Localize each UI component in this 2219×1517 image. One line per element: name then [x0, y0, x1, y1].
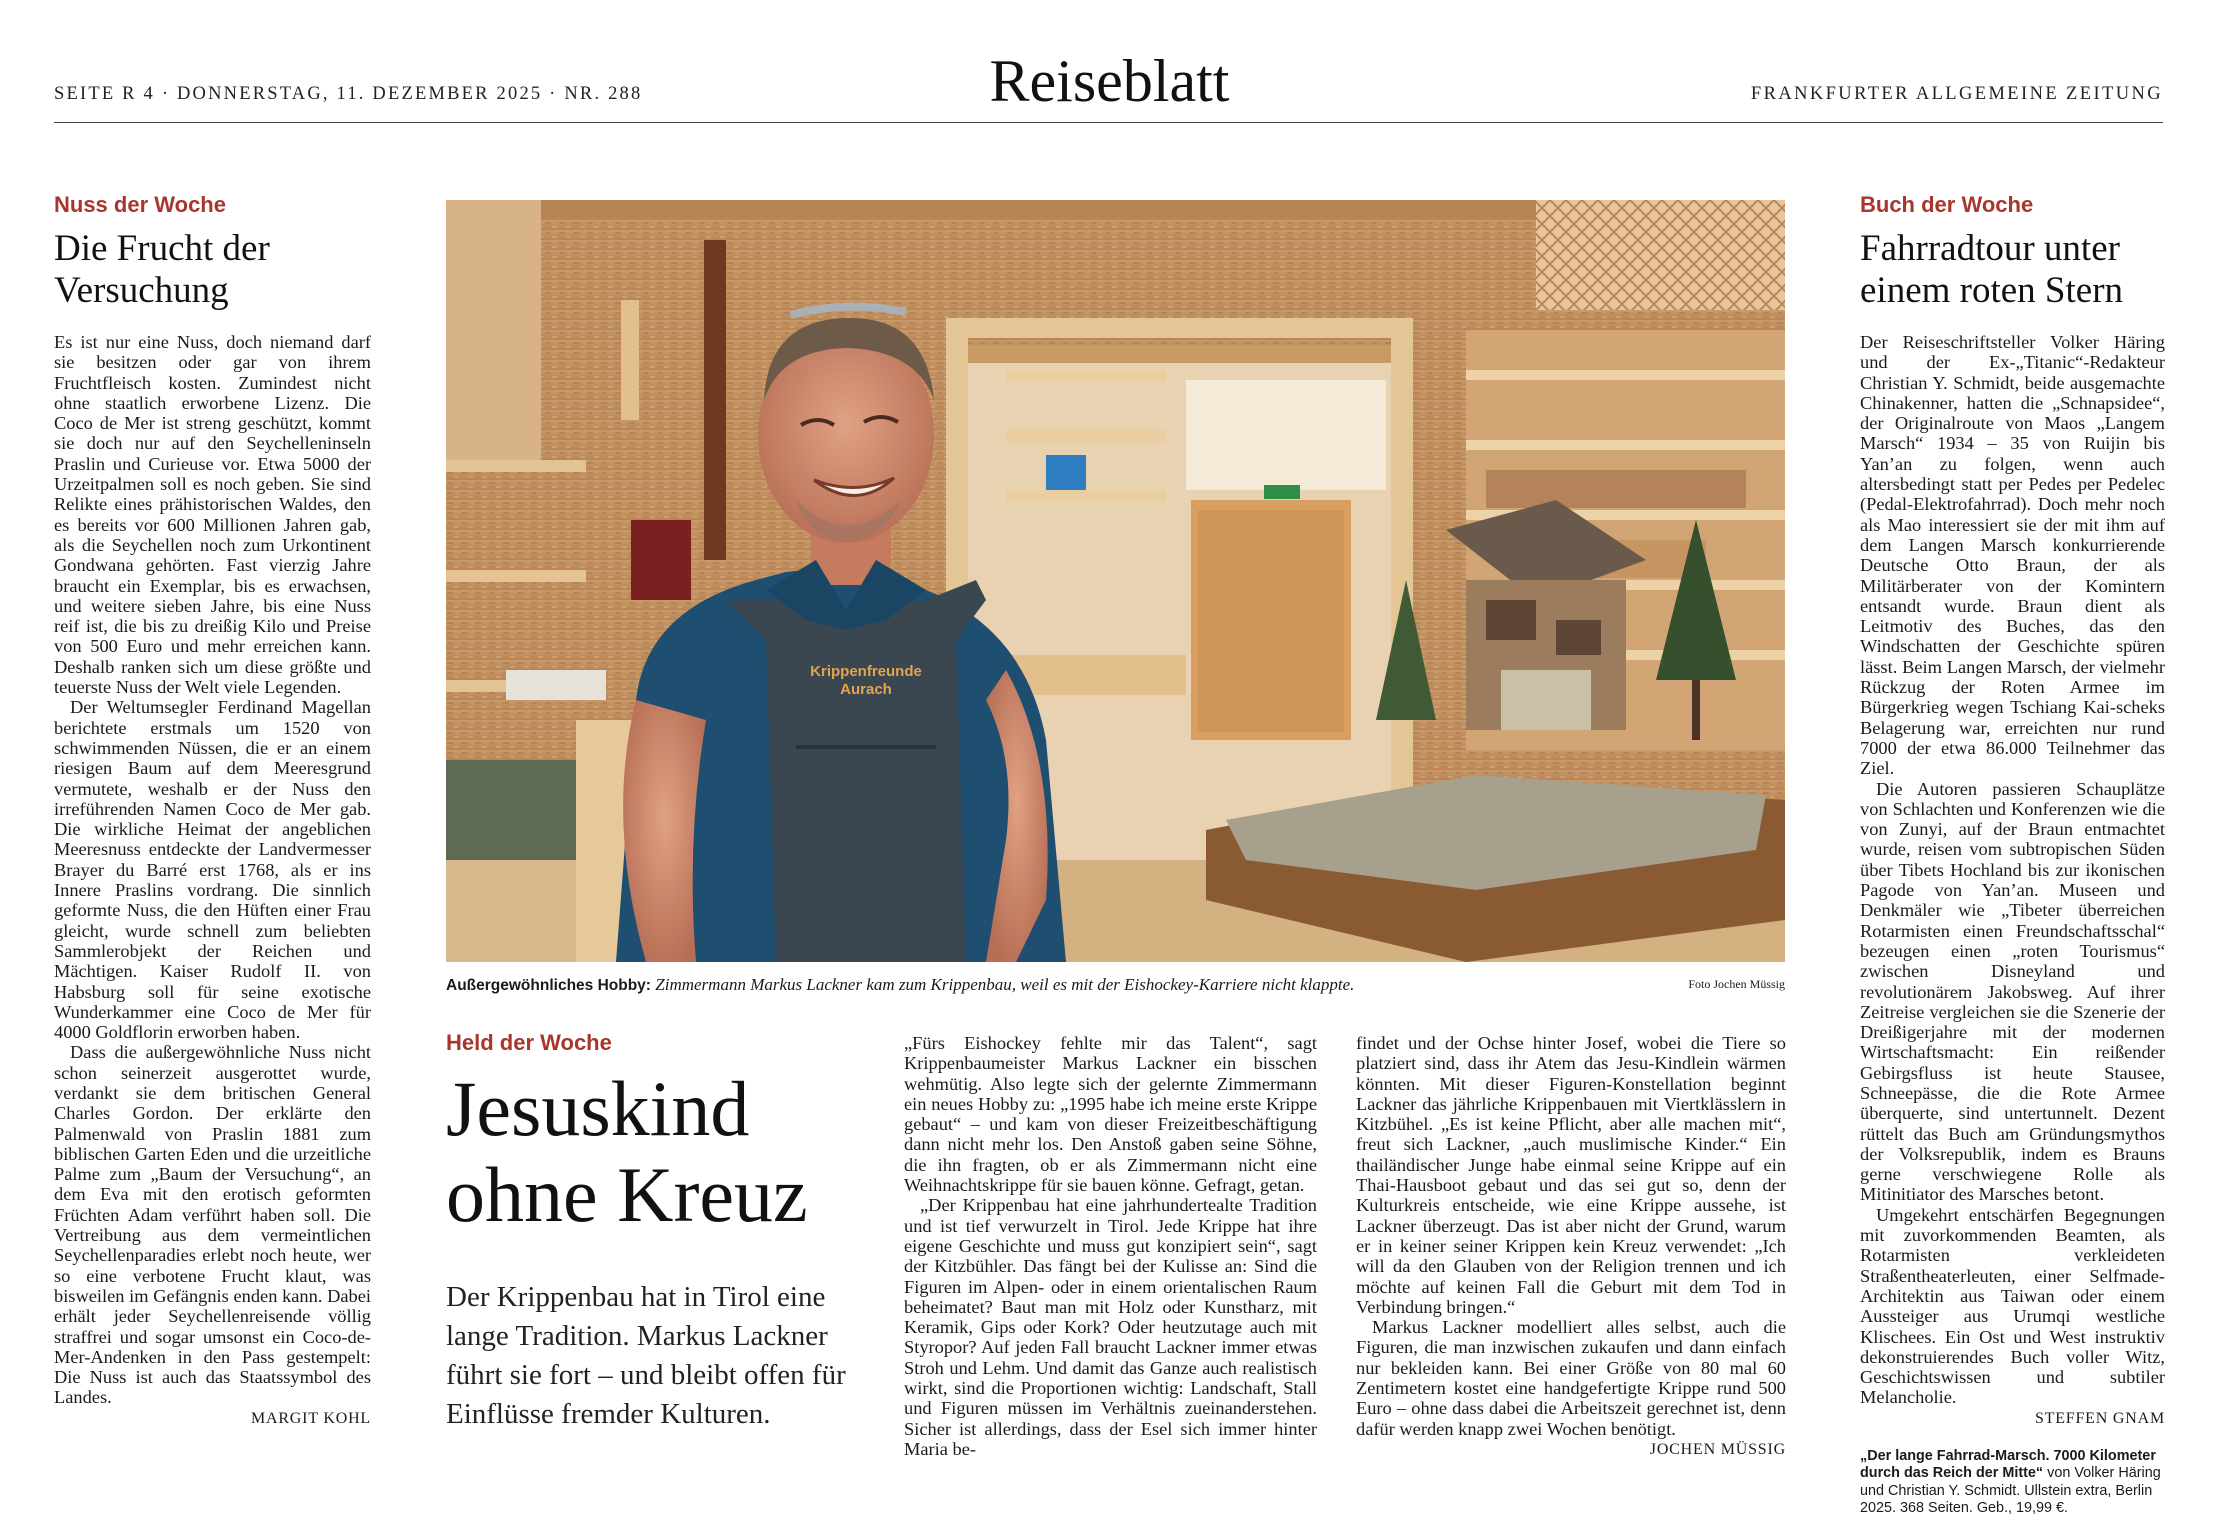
left-paragraph: Der Weltumsegler Ferdinand Magellan berichtete erstmals um 1520 von schwimmenden Nüssen, die er an einem riesigen Baum auf dem Meeresgrund vermutete, weshalb er der Nuss den irreführenden Namen Coco de Mer gab. Die wirkliche Heimat der angeblichen Meeresnuss entdeckte der Landvermesser Brayer du Barré erst 1768, als er ins Innere Praslins vordrang. Die sinnlich geformte Nuss, die den Hüften einer Frau gleicht, wurde schnell zum beliebten Sammlerobjekt der Reichen und Mächtigen. Kaiser Rudolf II. von Habsburg soll für seine exotische Wunderkammer eine Coco de Mer für 4000 Goldflorin erworben haben.: [54, 697, 371, 1043]
apron-text-line1: Krippenfreunde: [810, 663, 922, 680]
hero-headline-line2: ohne Kreuz: [446, 1151, 808, 1238]
workshop-photo: [446, 200, 1785, 962]
book-title: „Der lange Fahrrad-Marsch. 7000 Kilometer durch das Reich der Mitte“: [1860, 1447, 2156, 1482]
right-headline: Fahrradtour unter einem roten Stern: [1860, 228, 2124, 311]
photo-credit: Foto Jochen Müssig: [1688, 977, 1785, 991]
header-rule: [54, 122, 2163, 123]
hero-author: [1356, 1441, 1786, 1459]
hero-paragraph: Markus Lackner modelliert alles selbst, auch die Figuren, die man inzwischen zukaufen und dann einfach nur bekleiden kann. Bei einer Größe von 80 mal 60 Zentimetern kostet eine handgefertigte Krippe rund 500 Euro – ohne dass dabei die Arbeitszeit gerechnet ist, denn dafür werden knapp zwei Wochen benötigt.: [1356, 1317, 1786, 1439]
hero-lead: Der Krippenbau hat in Tirol eine lange Tradition. Markus Lackner führt sie fort – und bleibt offen für Einflüsse fremder Kulturen.: [446, 1281, 846, 1430]
section-title: Reiseblatt: [989, 48, 1230, 114]
newspaper-name: FRANKFURTER ALLGEMEINE ZEITUNG: [1750, 84, 2163, 104]
hero-author-name: JOCHEN MÜSSIG: [1649, 1440, 1786, 1458]
right-body: [1860, 332, 2165, 1408]
caption-lead: Außergewöhnliches Hobby:: [446, 977, 651, 994]
left-kicker: Nuss der Woche: [54, 192, 226, 217]
left-author-name: MARGIT KOHL: [250, 1409, 371, 1427]
left-paragraph: Es ist nur eine Nuss, doch niemand darf sie besitzen oder gar von ihrem Fruchtfleisch kosten. Zumindest nicht ohne staatlich erworbene Lizenz. Die Coco de Mer ist streng geschützt, kommt sie doch nur auf den Seychelleninseln Praslin und Curieuse vor. Etwa 5000 der Urzeitpalmen soll es noch geben. Sie sind Relikte eines prähistorischen Waldes, den es bereits vor 600 Millionen Jahren gab, als die Seychellen noch zum Urkontinent Gondwana gehörten. Fast vierzig Jahre braucht ein Exemplar, bis es erwachsen, und weitere sieben Jahre, bis eine Nuss reif ist, die bis zu dreißig Kilo und Preise von 500 Euro und mehr erreichen kann. Deshalb ranken sich um diese größte und teuerste Nuss der Welt viele Legenden.: [54, 332, 371, 698]
right-paragraph: Die Autoren passieren Schauplätze von Schlachten und Konferenzen wie die von Zunyi, auf der Braun entmachtet wurde, reisen vom subtropischen Süden über Tibets Hochland bis zur ikonischen Pagode von Yan’an. Museen und Denkmäler wie „Tibeter überreichen Rotarmisten einen Freundschaftsschal“ bezeugen einen „roten Tourismus“ zwischen Disneyland und revolutionärem Jakobsweg. Auf ihrer Zeitreise vergleichen sie die Szenerie der Dreißigerjahre mit der modernen Wirtschaftsmacht: Ein reißender Gebirgsfluss ist heute Stausee, Schneepässe, die die Rote Armee überquerte, sind untertunnelt. Dezent rüttelt das Buch am Gründungsmythos der Volksrepublik, indem es Brauns gerne verschwiegene Rolle als Mitinitiator des Marsches betont.: [1860, 778, 2165, 1205]
hero-paragraph: findet und der Ochse hinter Josef, wobei die Tiere so platziert sind, dass ihr Atem das Jesu-Kindlein wärmen könnten. Mit dieser Figuren-Konstellation beginnt Lackner das jährliche Krippenbauen mit Viertklässlern in Kitzbühel. „Es ist keine Pflicht, aber alle machen mit“, freut sich Lackner, „auch muslimische Kinder.“ Ein thailändischer Junge habe einmal seine Krippe auf ein Thai-Hausboot gebaut und das sei gut so, denn der Kulturkreis entscheide, wie eine Krippe aussehe, ist Lackner überzeugt. Das ist aber nicht der Grund, warum er in keiner seiner Krippen kein Kreuz verwendet: „Ich will da den Glauben von der Religion trennen und ich möchte auf keinen Fall die Geburt mit dem Tod in Verbindung bringen.“: [1356, 1033, 1786, 1317]
photo-caption: [446, 975, 1785, 995]
hero-body-column-1: [904, 1033, 1317, 1459]
caption-text: Zimmermann Markus Lackner kam zum Krippenbau, weil es mit der Eishockey-Karriere nicht klappte.: [655, 975, 1355, 994]
hero-headline-line1: Jesuskind: [446, 1065, 750, 1152]
right-paragraph: Der Reiseschriftsteller Volker Häring und der Ex-„Titanic“-Redakteur Christian Y. Schmidt, beide ausgemachte Chinakenner, hatten die „Schnapsidee“, der Originalroute von Maos „Langem Marsch“ 1934 – 35 von Ruijin bis Yan’an zu folgen, wenn auch altersbedingt statt per Pedes per Pedelec (Pedal-Elektrofahrrad). Doch mehr noch als Mao interessiert sie der mit ihm auf dem Langen Marsch konkurrierende Deutsche Otto Braun, der als Militärberater von der Komintern entsandt wurde. Braun dient als Leitmotiv des Buches, das den Windschatten der Geschichte spüren lässt. Beim Langen Marsch, der vielmehr Rückzug der Roten Armee im Bürgerkrieg wegen Tschiang Kai-scheks Belagerung war, erreichten nur rund 7000 der etwa 86.000 Teilnehmer das Ziel.: [1860, 332, 2165, 779]
apron-text-line2: Aurach: [840, 681, 892, 698]
left-paragraph: Dass die außergewöhnliche Nuss nicht schon seinerzeit ausgerottet wurde, verdankt sie dem britischen General Charles Gordon. Der erklärte den Palmenwald von Praslin 1881 zum biblischen Garten Eden und die urzeitliche Palme zum „Baum der Versuchung“, an dem Eva mit den erotisch geformten Früchten Adam verführt haben soll. Die Vertreibung aus dem vermeintlichen Seychellenparadies erlebt noch heute, wer so eine verbotene Frucht klaut, was bisweilen im Gefängnis enden kann. Dabei erhält jeder Seychellenreisende völlig straffrei und sogar umsonst ein Coco-de-Mer-Andenken in den Pass gestempelt: Die Nuss ist auch das Staatssymbol des Landes.: [54, 1042, 371, 1408]
left-headline: Die Frucht der Versuchung: [54, 228, 270, 311]
right-kicker: Buch der Woche: [1860, 192, 2034, 217]
hero-paragraph: „Fürs Eishockey fehlte mir das Talent“, sagt Krippenbaumeister Markus Lackner ein bisschen wehmütig. Also legte sich der gelernte Zimmermann ein neues Hobby zu: „1995 habe ich meine erste Krippe gebaut“ – und kam von dieser Freizeitbeschäftigung dann nicht mehr los. Den Anstoß gaben seine Söhne, die ihn fragten, ob er als Zimmermann nicht eine Weihnachtskrippe für sie bauen könne. Gefragt, getan.: [904, 1033, 1317, 1196]
left-article: [54, 192, 371, 1428]
right-author: [1860, 1410, 2165, 1428]
book-details: von Volker Häring und Christian Y. Schmidt. Ullstein extra, Berlin 2025. 368 Seiten. Geb., 19,99 €.: [1860, 1465, 2161, 1516]
right-paragraph: Umgekehrt entschärfen Begegnungen mit zuvorkommenden Beamten, als Rotarmisten verkleideten Straßentheaterleuten, einer Selfmade-Architektin aus Taiwan oder einem Aussteiger aus Urumqi westliche Klischees. Ein Ost und West instruktiv dekonstruierendes Buch voller Witz, Geschichtswissen und subtiler Melancholie.: [1860, 1204, 2165, 1408]
left-body: [54, 332, 371, 1408]
right-author-name: STEFFEN GNAM: [2034, 1409, 2165, 1427]
left-author: [54, 1410, 371, 1428]
hero-body-column-2: [1356, 1033, 1786, 1459]
hero-headline: [446, 1066, 886, 1238]
page-info: SEITE R 4 · DONNERSTAG, 11. DEZEMBER 2025 · NR. 288: [54, 84, 643, 104]
workshop-photo-illustration: [446, 200, 1785, 962]
book-info: [1860, 1448, 2165, 1517]
hero-kicker: Held der Woche: [446, 1030, 612, 1055]
right-article: [1860, 192, 2165, 1517]
hero-paragraph: „Der Krippenbau hat eine jahrhundertealte Tradition und ist tief verwurzelt in Tirol. Jede Krippe hat ihre eigene Geschichte und muss gut konzipiert sein“, sagt der Kitzbühler. Das fängt bei der Kulisse an: Sind die Figuren im Alpen- oder in einem orientalischen Raum beheimatet? Baut man mit Holz oder Kunstharz, mit Keramik, Gips oder Kork? Oder heutzutage auch mit Styropor? Auf jeden Fall braucht Lackner immer etwas Stroh und Lehm. Und damit das Ganze auch realistisch wirkt, sind die Proportionen wichtig: Landschaft, Stall und Figuren müssen im Verhältnis zueinanderstehen. Sicher ist allerdings, dass der Esel sich immer hinter Maria be-: [904, 1195, 1317, 1459]
